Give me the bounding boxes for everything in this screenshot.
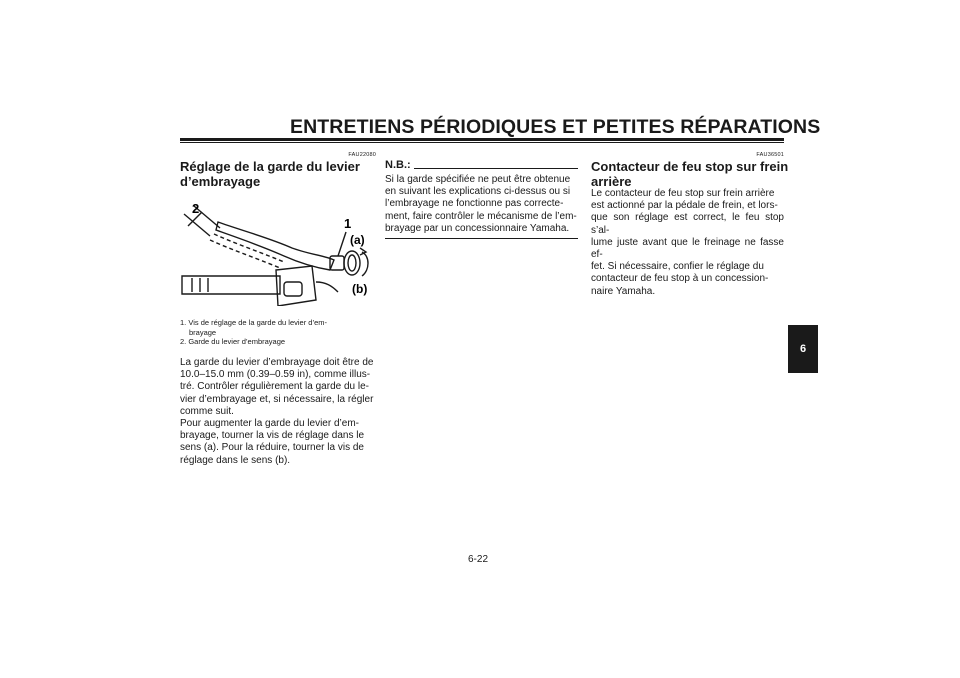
section-code: FAU22080: [348, 152, 376, 158]
text-line: Si la garde spécifiée ne peut être obtenue: [385, 174, 571, 185]
caption-item: 1. Vis de réglage de la garde du levier d’em-: [180, 318, 328, 327]
section-code: FAU36501: [756, 152, 784, 158]
text-line: naire Yamaha.: [591, 285, 656, 297]
text-line: Pour augmenter la garde du levier d’em-: [180, 418, 359, 430]
caption-item: brayage: [189, 327, 217, 337]
section-title-line: arrière: [591, 174, 632, 189]
text-line: brayage, tourner la vis de réglage dans le: [180, 430, 365, 442]
text-line: Le contacteur de feu stop sur frein arrière: [591, 188, 775, 199]
figure-label-2: 2: [192, 201, 200, 216]
section-title-line: Contacteur de feu stop sur frein: [591, 159, 789, 174]
text-line: en suivant les explications ci-dessus ou si: [385, 186, 571, 198]
text-line: l’embrayage ne fonctionne pas correcte-: [385, 198, 564, 210]
text-line: est actionné par la pédale de frein, et lors-: [591, 200, 778, 212]
figure-label-a: (a): [350, 233, 365, 247]
section-title-line: Réglage de la garde du levier: [180, 159, 360, 174]
text-line: comme suit.: [180, 405, 234, 417]
section-title-line: d’embrayage: [180, 174, 261, 189]
figure-label-1: 1: [344, 216, 352, 231]
clutch-lever: [216, 222, 334, 270]
right-body: [591, 188, 784, 298]
text-line: contacteur de feu stop à un concession-: [591, 273, 769, 285]
page-number: 6-22: [468, 554, 489, 565]
text-line: vier d’embrayage et, si nécessaire, la régler: [180, 393, 374, 405]
text-line: fet. Si nécessaire, confier le réglage du: [591, 261, 764, 273]
page-title: ENTRETIENS PÉRIODIQUES ET PETITES RÉPARATIONS: [290, 116, 821, 138]
text-line: que son réglage est correct, le feu stop s’al-: [591, 212, 784, 236]
figure-captions: [180, 318, 380, 347]
header-rule: [180, 138, 784, 141]
nb-label: N.B.:: [385, 159, 411, 171]
section-title: [591, 159, 791, 189]
nb-body: [385, 174, 578, 235]
caption-item: 2. Garde du levier d’embrayage: [180, 337, 286, 346]
header-rule-thin: [180, 142, 784, 143]
text-line: La garde du levier d’embrayage doit être de: [180, 357, 374, 368]
text-line: 10.0–15.0 mm (0.39–0.59 in), comme illus-: [180, 369, 371, 381]
clutch-lever-illustration: [180, 196, 380, 306]
nb-rule-top: [414, 168, 578, 169]
lever-housing: [276, 266, 316, 306]
chapter-tab: [788, 325, 818, 373]
left-body: [180, 357, 376, 467]
handlebar-grip: [182, 276, 280, 294]
text-line: ment, faire contrôler le mécanisme de l’em-: [385, 210, 577, 222]
text-line: sens (a). Pour la réduire, tourner la vis de: [180, 442, 364, 454]
text-line: brayage par un concessionnaire Yamaha.: [385, 222, 570, 234]
nb-rule-bottom: [385, 238, 578, 239]
text-line: réglage dans le sens (b).: [180, 454, 291, 466]
text-line: lume juste avant que le freinage ne fasse ef-: [591, 236, 784, 261]
figure-label-b: (b): [352, 282, 368, 296]
section-title: [180, 159, 380, 189]
text-line: tré. Contrôler régulièrement la garde du le-: [180, 381, 369, 393]
chapter-number: 6: [799, 343, 807, 355]
